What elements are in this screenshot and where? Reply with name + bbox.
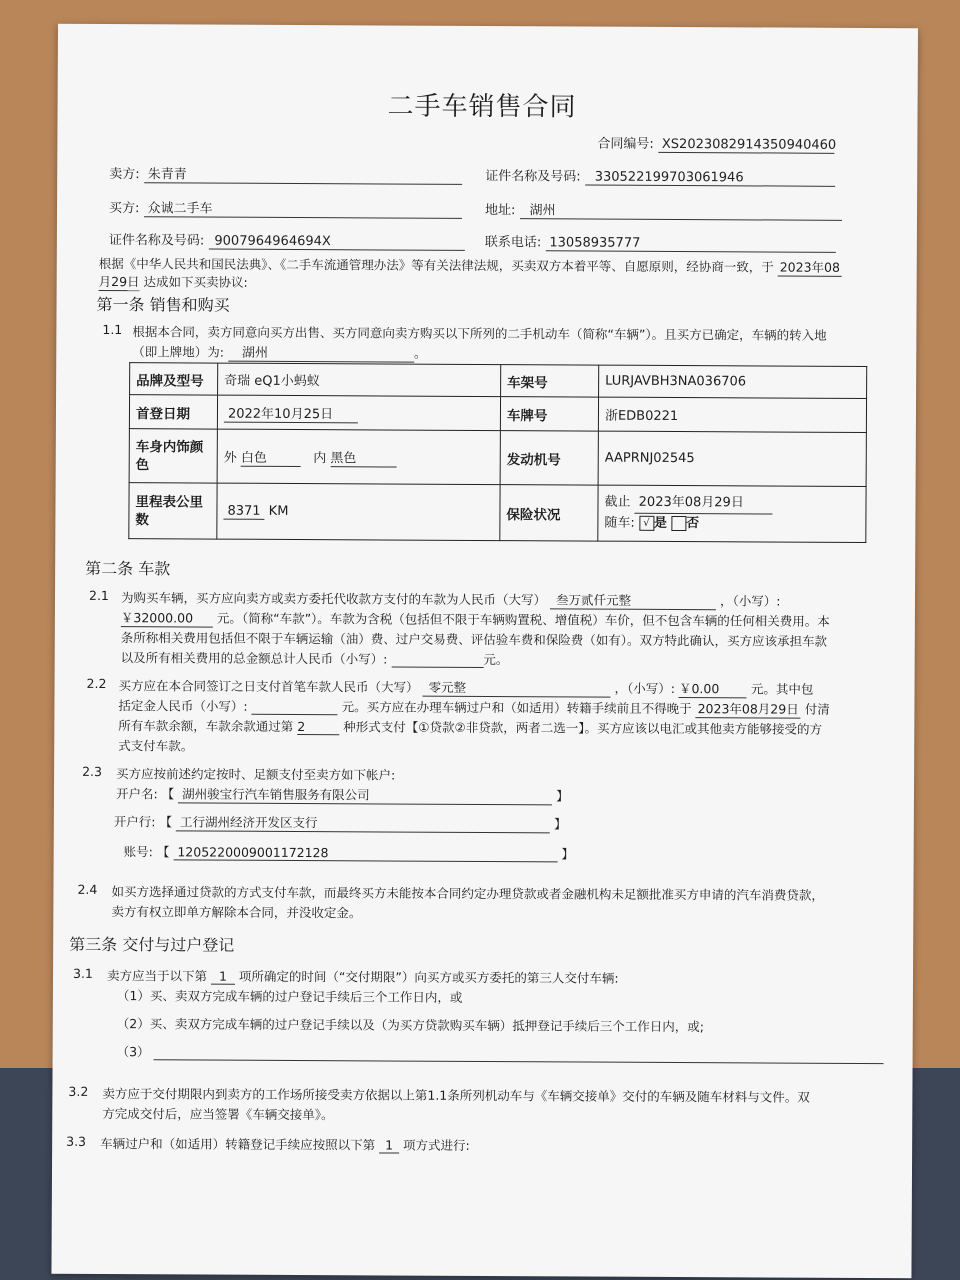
clause-3-1-line-1 [107,966,619,987]
clause-3-1-num: 3.1 [72,965,93,981]
clause-3-3-text: 车辆过户和（如适用）转籍登记手续应按照以下第 [100,1135,376,1153]
clause-3-2-line-2: 方完成交付后，应当签署《车辆交接单》。 [102,1105,334,1123]
insurance-with-car-label: 随车: [604,515,635,531]
intro-date-day: 月29日 [98,273,140,290]
mileage-unit: KM [268,503,289,519]
mileage-cell [217,483,500,540]
payment-method-choice: 2 [297,719,339,735]
section-1-heading: 第一条 销售和购买 [96,294,230,315]
clause-3-3-num: 3.3 [66,1133,87,1149]
brand-value: 奇瑞 eQ1小蚂蚁 [218,363,501,396]
account-name-label: 开户名: [115,786,158,802]
color-cell [217,429,500,484]
buyer-phone-row [485,231,836,253]
clause-2-1-line-1 [121,588,781,610]
clause-1-1-line-1: 根据本合同，卖方同意向买方出售、买方同意向卖方购买以下所列的二手机动车（简称“车辆”）。且买方已确定，车辆的转入地 [132,324,827,343]
clause-3-2-num: 3.2 [68,1083,89,1099]
clause-1-1-end: 。 [413,345,427,361]
color-label: 车身内饰颜色 [129,429,217,483]
reg-date-value: 2022年10月25日 [224,402,358,423]
seller-id-label: 证件名称及号码: [485,168,581,185]
contract-page [51,24,918,1278]
first-payment-small: ￥0.00 [679,679,747,698]
clause-2-2-line-2 [118,696,829,719]
buyer-address-value: 湖州 [520,199,842,221]
inner-color-value: 黑色 [330,447,396,467]
price-upper: 叁万贰仟元整 [550,590,716,610]
buyer-phone-value: 13058935777 [545,235,835,253]
clause-2-1-text-4: 以及所有相关费用的总金额总计人民币（小写）: [120,650,388,667]
option-1: （1）买、卖双方完成车辆的过户登记手续后三个工作日内，或 [116,988,463,1005]
clause-2-2-text-3: 括定金人民币（小写）: [118,698,248,714]
bracket-right: 】 [553,816,567,832]
clause-2-1-num: 2.1 [88,587,109,604]
bracket-left: 【 [156,844,170,860]
intro-line-2 [99,272,248,292]
buyer-id-value: 9007964964694X [208,234,464,251]
engine-label: 发动机号 [500,431,598,486]
plate-label: 车牌号 [500,397,598,432]
clause-2-2-num: 2.2 [86,675,107,692]
clause-2-2-line-4: 式支付车款。 [118,738,194,754]
intro-date-year: 2023年08 [778,258,842,277]
account-no-value: 1205220009001172128 [173,844,557,862]
clause-2-4-num: 2.4 [77,881,98,897]
clause-3-2-line-1: 卖方应于交付期限内到卖方的工作场所接受卖方依据以上第1.1条所列机动车与《车辆交接单》交付的车辆及随车材料与文件。双 [102,1085,810,1105]
account-no-label: 账号: [123,844,153,860]
buyer-label: 买方: [108,201,140,217]
insurance-until-label: 截止 [604,494,631,510]
buyer-id-row [109,229,465,251]
deposit-blank [252,699,338,715]
clause-2-2-small-label: ，（小写）: [614,680,676,696]
mileage-label: 里程表公里数 [129,483,217,539]
buyer-address-row [485,199,842,221]
clause-2-1-line-2 [121,608,830,631]
inner-color-label: 内 [313,450,327,466]
clause-2-2-text-2: 元。其中包 [750,681,814,697]
section-2-heading: 第二条 车款 [85,558,171,579]
no-label: 否 [686,516,700,532]
clause-2-2-line-1 [118,676,813,699]
clause-1-1-line-2 [132,341,426,363]
table-row [129,395,866,433]
table-row [129,429,866,487]
bracket-left: 【 [161,786,175,802]
reg-date-label: 首登日期 [129,395,217,429]
clause-2-1-line-4 [121,648,509,668]
insurance-cell [598,485,866,542]
page-title: 二手车销售合同 [387,91,577,123]
clause-3-1-text-2: 项所确定的时间（“交付期限”）向买方或买方委托的第三人交付车辆: [238,968,619,986]
no-checkbox[interactable] [671,516,686,531]
price-small: ￥32000.00 [121,608,213,627]
buyer-name: 众诚二手车 [144,197,462,219]
outer-color-label: 外 [223,450,237,466]
clause-1-1-text: （即上牌地）为: [132,344,225,360]
intro-text: 根据《中华人民共和国民法典》、《二手车流通管理办法》等有关法律法规，买卖双方本着平等、自愿原则，经协商一致，于 [98,255,774,275]
brand-label: 品牌及型号 [130,363,218,395]
buyer-name-row [109,197,462,219]
first-payment-upper: 零元整 [422,678,610,698]
vehicle-info-table [128,362,867,543]
buyer-id-label: 证件名称及号码: [108,233,205,249]
clause-2-1-text: 为购买车辆，买方应向卖方或卖方委托代收款方支付的车款为人民币（大写） [120,590,547,608]
clause-2-2-text-4: 元。买方应在办理车辆过户和（如适用）转籍手续前且不得晚于 [341,699,692,717]
clause-2-1-text-5: 元。 [483,651,509,668]
clause-2-1-small-label: ，（小写）: [719,593,781,609]
clause-2-3-line-1: 买方应按前述约定按时、足额支付至卖方如下帐户: [116,766,396,783]
seller-label: 卖方: [109,167,140,183]
seller-name-row [109,163,462,185]
reg-date-cell [217,395,500,430]
bank-value: 工行湖州经济开发区支行 [176,812,550,833]
final-payment-date: 2023年08月29日 [696,699,801,719]
contract-number-value: XS2023082914350940460 [658,137,834,154]
clause-3-1-text: 卖方应当于以下第 [106,968,208,984]
clause-2-1-line-3: 条所称相关费用包括但不限于车辆运输（油）费、过户交易费、评估验车费和保险费（如有）。双方特此确认，买方应该承担车款 [120,630,828,649]
table-row [130,363,867,399]
clause-1-1-num: 1.1 [102,321,123,338]
delivery-option: 1 [211,969,235,985]
mileage-value: 8371 [223,503,264,519]
outer-color-value: 白色 [241,446,301,466]
account-name-value: 湖州骏宝行汽车销售服务有限公司 [178,784,552,805]
bank-row [114,812,567,833]
clause-2-2-text-6: 所有车款余额，车款余款通过第 [118,718,294,734]
intro-text-end: 达成如下买卖协议: [143,274,248,290]
option-3-blank [154,1044,884,1064]
seller-id-row [485,165,835,187]
contract-number [597,133,837,154]
total-amount-blank [391,652,483,668]
buyer-address-label: 地址: [484,202,516,219]
clause-3-3-text-2: 项方式进行: [403,1137,470,1153]
option-3 [117,1042,884,1064]
clause-2-4-line-1: 如买方选择通过贷款的方式支付车款，而最终买方未能按本合同约定办理贷款或者金融机构未足额批准买方申请的汽车消费贷款， [111,884,825,903]
bracket-right: 】 [556,788,569,804]
yes-checkbox[interactable]: √ [639,516,654,531]
clause-2-3-num: 2.3 [82,763,103,779]
contract-number-label: 合同编号: [597,136,654,152]
option-2: （2）买、卖双方完成车辆的过户登记手续以及（为买方贷款购买车辆）抵押登记手续后三个工作日内，或; [116,1016,704,1035]
clause-2-2-line-3 [118,716,822,738]
bracket-right: 】 [561,846,574,862]
bank-label: 开户行: [113,814,156,830]
table-row [129,483,866,543]
transfer-option: 1 [379,1137,399,1153]
option-3-label: （3） [116,1044,150,1060]
insurance-until-value: 2023年08月29日 [635,493,773,515]
buyer-phone-label: 联系电话: [484,234,542,251]
clause-2-2-text: 买方应在本合同签订之日支付首笔车款人民币（大写） [118,678,419,695]
insurance-label: 保险状况 [500,485,598,542]
plate-value: 浙EDB0221 [598,397,866,432]
seller-id-value: 330522199703061946 [585,170,835,187]
yes-label: 是 [653,515,667,531]
account-no-row [124,842,574,862]
clause-2-1-text-2: 元。（简称“车款”）。车款为含税（包括但不限于车辆购置税、增值税）车价，但不包含车辆的任何相关费用。本 [216,610,830,629]
bracket-left: 【 [159,814,173,830]
vin-label: 车架号 [501,365,599,398]
clause-2-2-text-7: 种形式支付【①贷款②非贷款，两者二选一】。买方应该以电汇或其他卖方能够接受的方 [343,719,823,737]
clause-3-3-line-1 [100,1134,470,1154]
section-3-heading: 第三条 交付与过户登记 [69,934,235,955]
seller-name: 朱青青 [144,163,462,185]
vin-value: LURJAVBH3NA036706 [599,365,867,398]
clause-2-2-text-5: 付清 [804,701,830,717]
account-name-row [116,784,569,805]
transfer-place: 湖州 [228,342,414,363]
clause-2-4-line-2: 卖方有权立即单方解除本合同，并没收定金。 [111,904,362,921]
engine-value: AAPRNJ02545 [598,431,866,486]
